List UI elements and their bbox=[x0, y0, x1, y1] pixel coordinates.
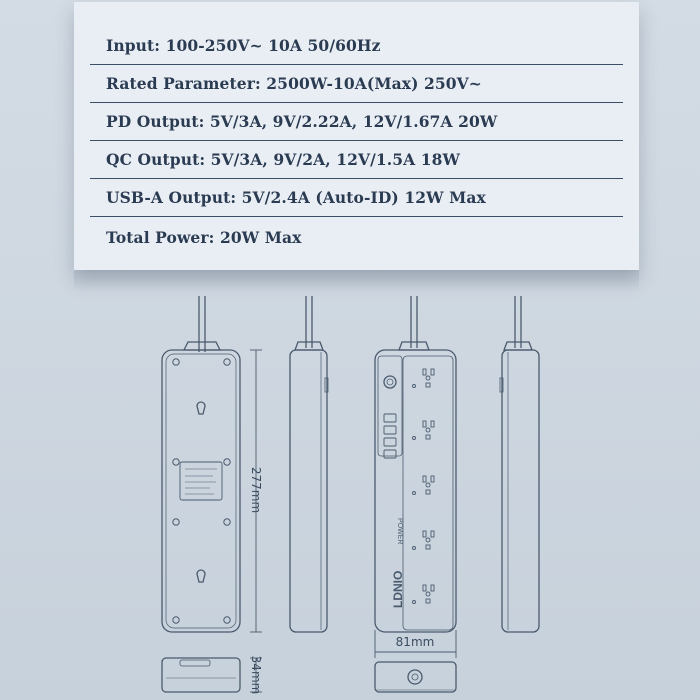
height-label: 34mm bbox=[249, 655, 263, 695]
product-label: POWER bbox=[396, 518, 403, 545]
end-view-front bbox=[375, 662, 456, 692]
spec-text: Total Power: 20W Max bbox=[106, 227, 302, 247]
spec-text: USB-A Output: 5V/2.4A (Auto-ID) 12W Max bbox=[106, 187, 486, 207]
side-view-right bbox=[500, 296, 539, 632]
back-view bbox=[162, 296, 240, 632]
brand-logo: LDNIO bbox=[391, 570, 405, 608]
width-label: 81mm bbox=[395, 635, 435, 649]
spec-text: QC Output: 5V/3A, 9V/2A, 12V/1.5A 18W bbox=[106, 149, 461, 169]
length-label: 277mm bbox=[249, 466, 263, 514]
spec-text: Rated Parameter: 2500W-10A(Max) 250V~ bbox=[106, 73, 482, 93]
front-view bbox=[375, 296, 456, 632]
spec-text: PD Output: 5V/3A, 9V/2.22A, 12V/1.67A 20W bbox=[106, 111, 498, 131]
socket-outlets bbox=[413, 369, 435, 604]
side-view-left bbox=[290, 296, 328, 632]
end-view-left bbox=[162, 658, 240, 692]
spec-text: Input: 100-250V~ 10A 50/60Hz bbox=[106, 35, 381, 55]
